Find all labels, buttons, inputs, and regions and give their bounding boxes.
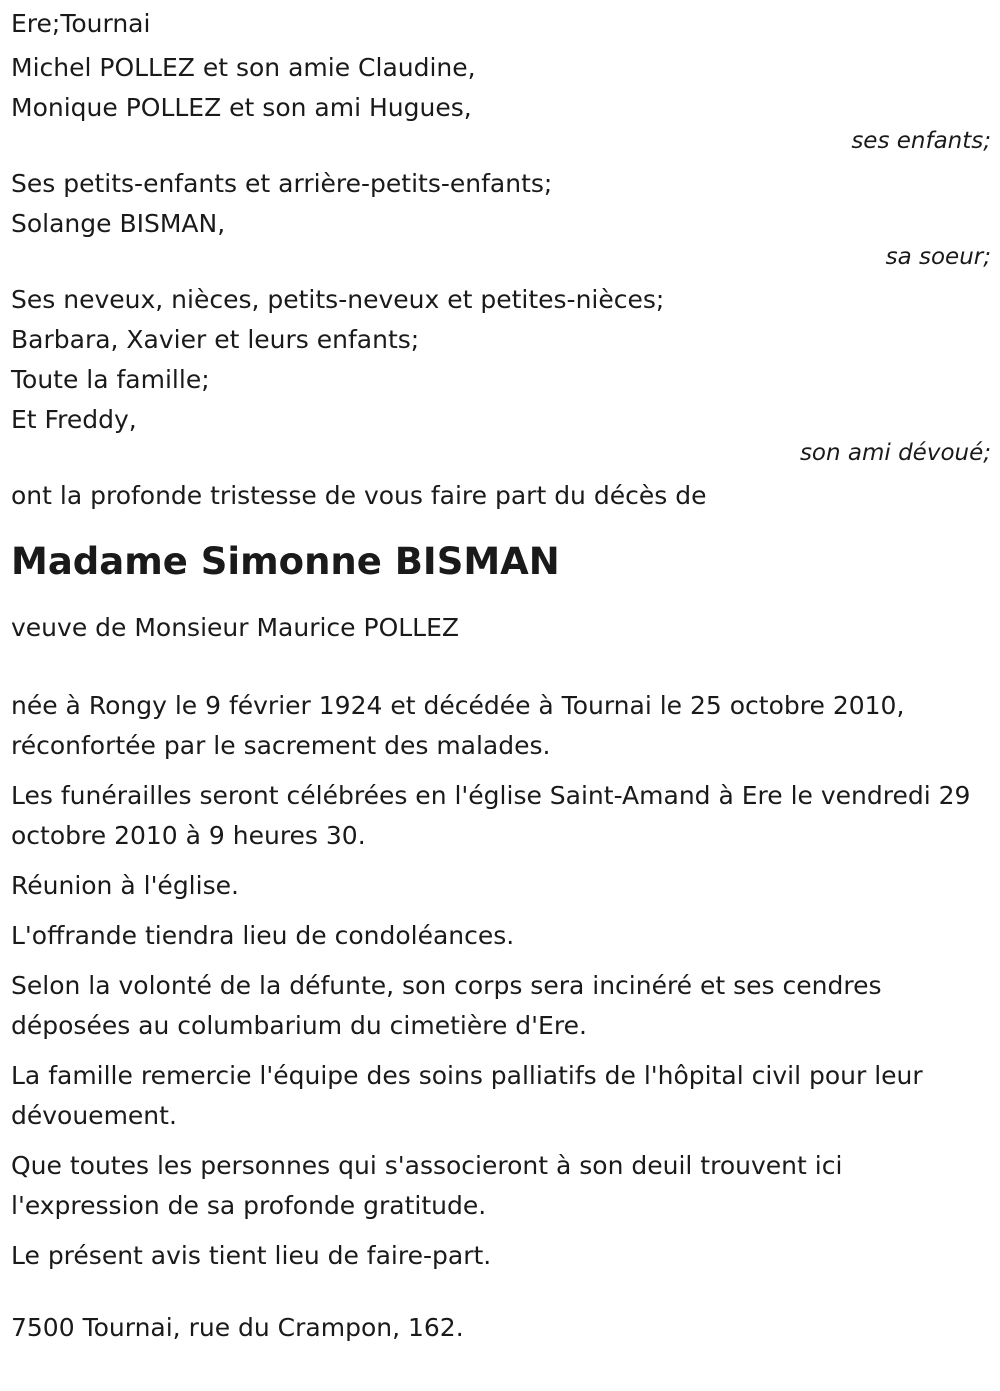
meeting-paragraph: Réunion à l'église. — [11, 871, 239, 900]
sister-role: sa soeur; — [885, 244, 991, 270]
family-line: Toute la famille; — [11, 365, 210, 394]
spacer — [11, 516, 991, 538]
child-line-monique: Monique POLLEZ et son ami Hugues, — [11, 93, 472, 122]
obituary-notice — [11, 0, 991, 1348]
announcement-line: ont la profonde tristesse de vous faire part du décès de — [11, 481, 707, 510]
spacer — [11, 466, 991, 476]
location-header: Ere;Tournai — [11, 9, 151, 38]
deceased-name: Madame Simonne BISMAN — [11, 540, 560, 583]
notice-paragraph: Le présent avis tient lieu de faire-part. — [11, 1241, 492, 1270]
spacer — [11, 1286, 991, 1308]
child-line-michel: Michel POLLEZ et son amie Claudine, — [11, 53, 476, 82]
widow-of-line: veuve de Monsieur Maurice POLLEZ — [11, 613, 460, 642]
barbara-line: Barbara, Xavier et leurs enfants; — [11, 325, 420, 354]
funeral-paragraph: Les funérailles seront célébrées en l'église Saint-Amand à Ere le vendredi 29 octobre 2010 à 9 heures 30. — [11, 781, 971, 850]
children-role: ses enfants; — [851, 128, 991, 154]
nephews-line: Ses neveux, nièces, petits-neveux et petites-nièces; — [11, 285, 665, 314]
spacer — [11, 270, 991, 280]
freddy-line: Et Freddy, — [11, 405, 137, 434]
sister-line: Solange BISMAN, — [11, 209, 226, 238]
grandchildren-line: Ses petits-enfants et arrière-petits-enfants; — [11, 169, 553, 198]
spacer — [11, 154, 991, 164]
offering-paragraph: L'offrande tiendra lieu de condoléances. — [11, 921, 515, 950]
gratitude-paragraph: Que toutes les personnes qui s'associeront à son deuil trouvent ici l'expression de sa profonde gratitude. — [11, 1151, 843, 1220]
cremation-paragraph: Selon la volonté de la défunte, son corps sera incinéré et ses cendres déposées au columbarium du cimetière d'Ere. — [11, 971, 882, 1040]
freddy-role: son ami dévoué; — [799, 440, 991, 466]
thanks-paragraph: La famille remercie l'équipe des soins palliatifs de l'hôpital civil pour leur dévouement. — [11, 1061, 923, 1130]
spacer — [11, 586, 991, 608]
birth-death-paragraph: née à Rongy le 9 février 1924 et décédée à Tournai le 25 octobre 2010, réconfortée par le sacrement des malades. — [11, 691, 905, 760]
spacer — [11, 648, 991, 686]
address-line: 7500 Tournai, rue du Crampon, 162. — [11, 1313, 464, 1342]
